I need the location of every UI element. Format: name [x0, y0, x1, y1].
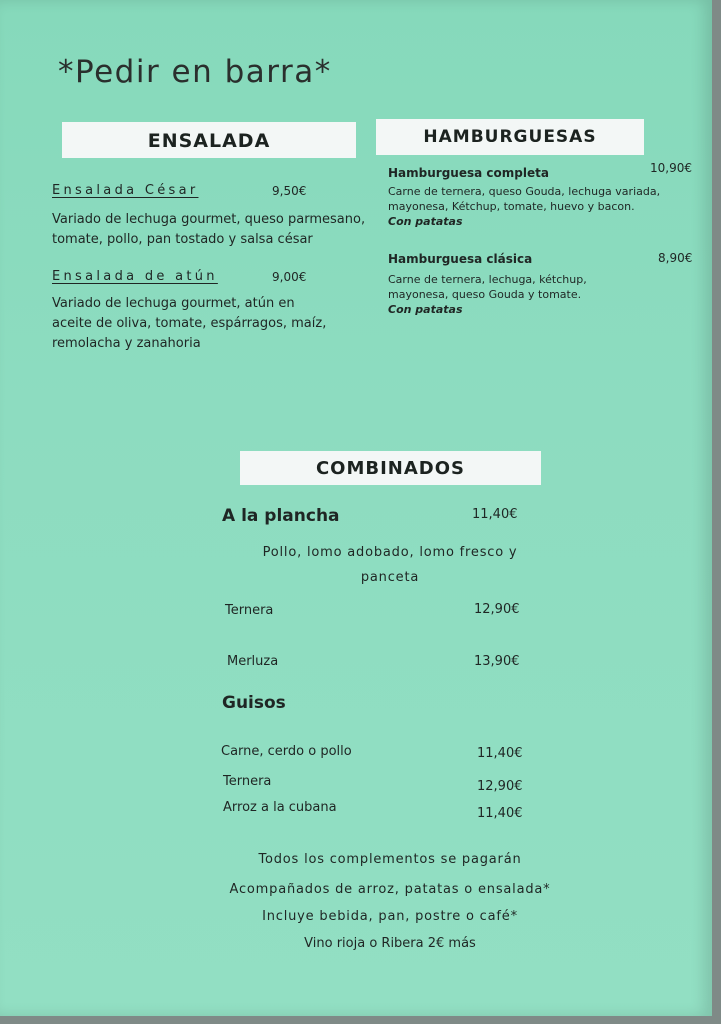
hamburguesa-completa-desc: [388, 184, 660, 229]
ensalada-atun-price: 9,00€: [272, 270, 307, 284]
con-patatas-label: Con patatas: [388, 215, 463, 228]
desc-line: Variado de lechuga gourmet, queso parmesano,: [52, 212, 366, 227]
ensalada-atun-name: Ensalada de atún: [52, 269, 218, 284]
footer-line-complementos: Todos los complementos se pagarán: [258, 852, 522, 867]
desc-line: aceite de oliva, tomate, espárragos, maíz,: [52, 316, 327, 331]
combinados-heading: COMBINADOS: [240, 451, 541, 485]
plancha-title: A la plancha: [222, 506, 340, 526]
hamburguesa-clasica-desc: [388, 272, 587, 317]
plancha-item-merluza-price: 13,90€: [474, 654, 520, 669]
guisos-item-arroz: Arroz a la cubana: [223, 800, 337, 815]
footer-line-acompanados: Acompañados de arroz, patatas o ensalada*: [229, 882, 551, 897]
footer-line-incluye: Incluye bebida, pan, postre o café*: [262, 909, 518, 924]
hamburguesa-clasica-price: 8,90€: [658, 251, 693, 265]
hamburguesa-completa-name: Hamburguesa completa: [388, 166, 549, 180]
desc-line: Pollo, lomo adobado, lomo fresco y: [262, 545, 518, 560]
ensalada-cesar-price: 9,50€: [272, 184, 307, 198]
ensalada-cesar-desc: [52, 210, 365, 250]
guisos-item-carne: Carne, cerdo o pollo: [221, 744, 352, 759]
plancha-price: 11,40€: [472, 507, 518, 522]
guisos-item-ternera: Ternera: [223, 774, 272, 789]
ensalada-heading: ENSALADA: [62, 122, 356, 158]
hamburguesa-clasica-name: Hamburguesa clásica: [388, 252, 533, 266]
desc-line: Carne de ternera, queso Gouda, lechuga variada,: [388, 185, 661, 198]
hamburguesa-completa-price: 10,90€: [650, 161, 692, 175]
plancha-item-merluza: Merluza: [227, 654, 279, 669]
page-title: *Pedir en barra*: [58, 54, 332, 90]
ensalada-atun-desc: [52, 294, 326, 354]
desc-line: tomate, pollo, pan tostado y salsa césar: [52, 232, 313, 247]
desc-line: mayonesa, queso Gouda y tomate.: [388, 288, 582, 301]
plancha-desc: [200, 540, 580, 590]
guisos-item-arroz-price: 11,40€: [477, 806, 523, 821]
guisos-item-ternera-price: 12,90€: [477, 779, 523, 794]
desc-line: Carne de ternera, lechuga, kétchup,: [388, 273, 587, 286]
hamburguesas-heading: HAMBURGUESAS: [376, 119, 644, 155]
desc-line: mayonesa, Kétchup, tomate, huevo y bacon.: [388, 200, 635, 213]
guisos-item-carne-price: 11,40€: [477, 746, 523, 761]
plancha-item-ternera: Ternera: [225, 603, 274, 618]
con-patatas-label: Con patatas: [388, 303, 463, 316]
ensalada-cesar-name: Ensalada César: [52, 183, 199, 198]
guisos-title: Guisos: [222, 693, 286, 713]
plancha-item-ternera-price: 12,90€: [474, 602, 520, 617]
desc-line: panceta: [360, 570, 420, 585]
desc-line: remolacha y zanahoria: [52, 336, 201, 351]
footer-line-vino: Vino rioja o Ribera 2€ más: [304, 936, 476, 951]
desc-line: Variado de lechuga gourmet, atún en: [52, 296, 295, 311]
